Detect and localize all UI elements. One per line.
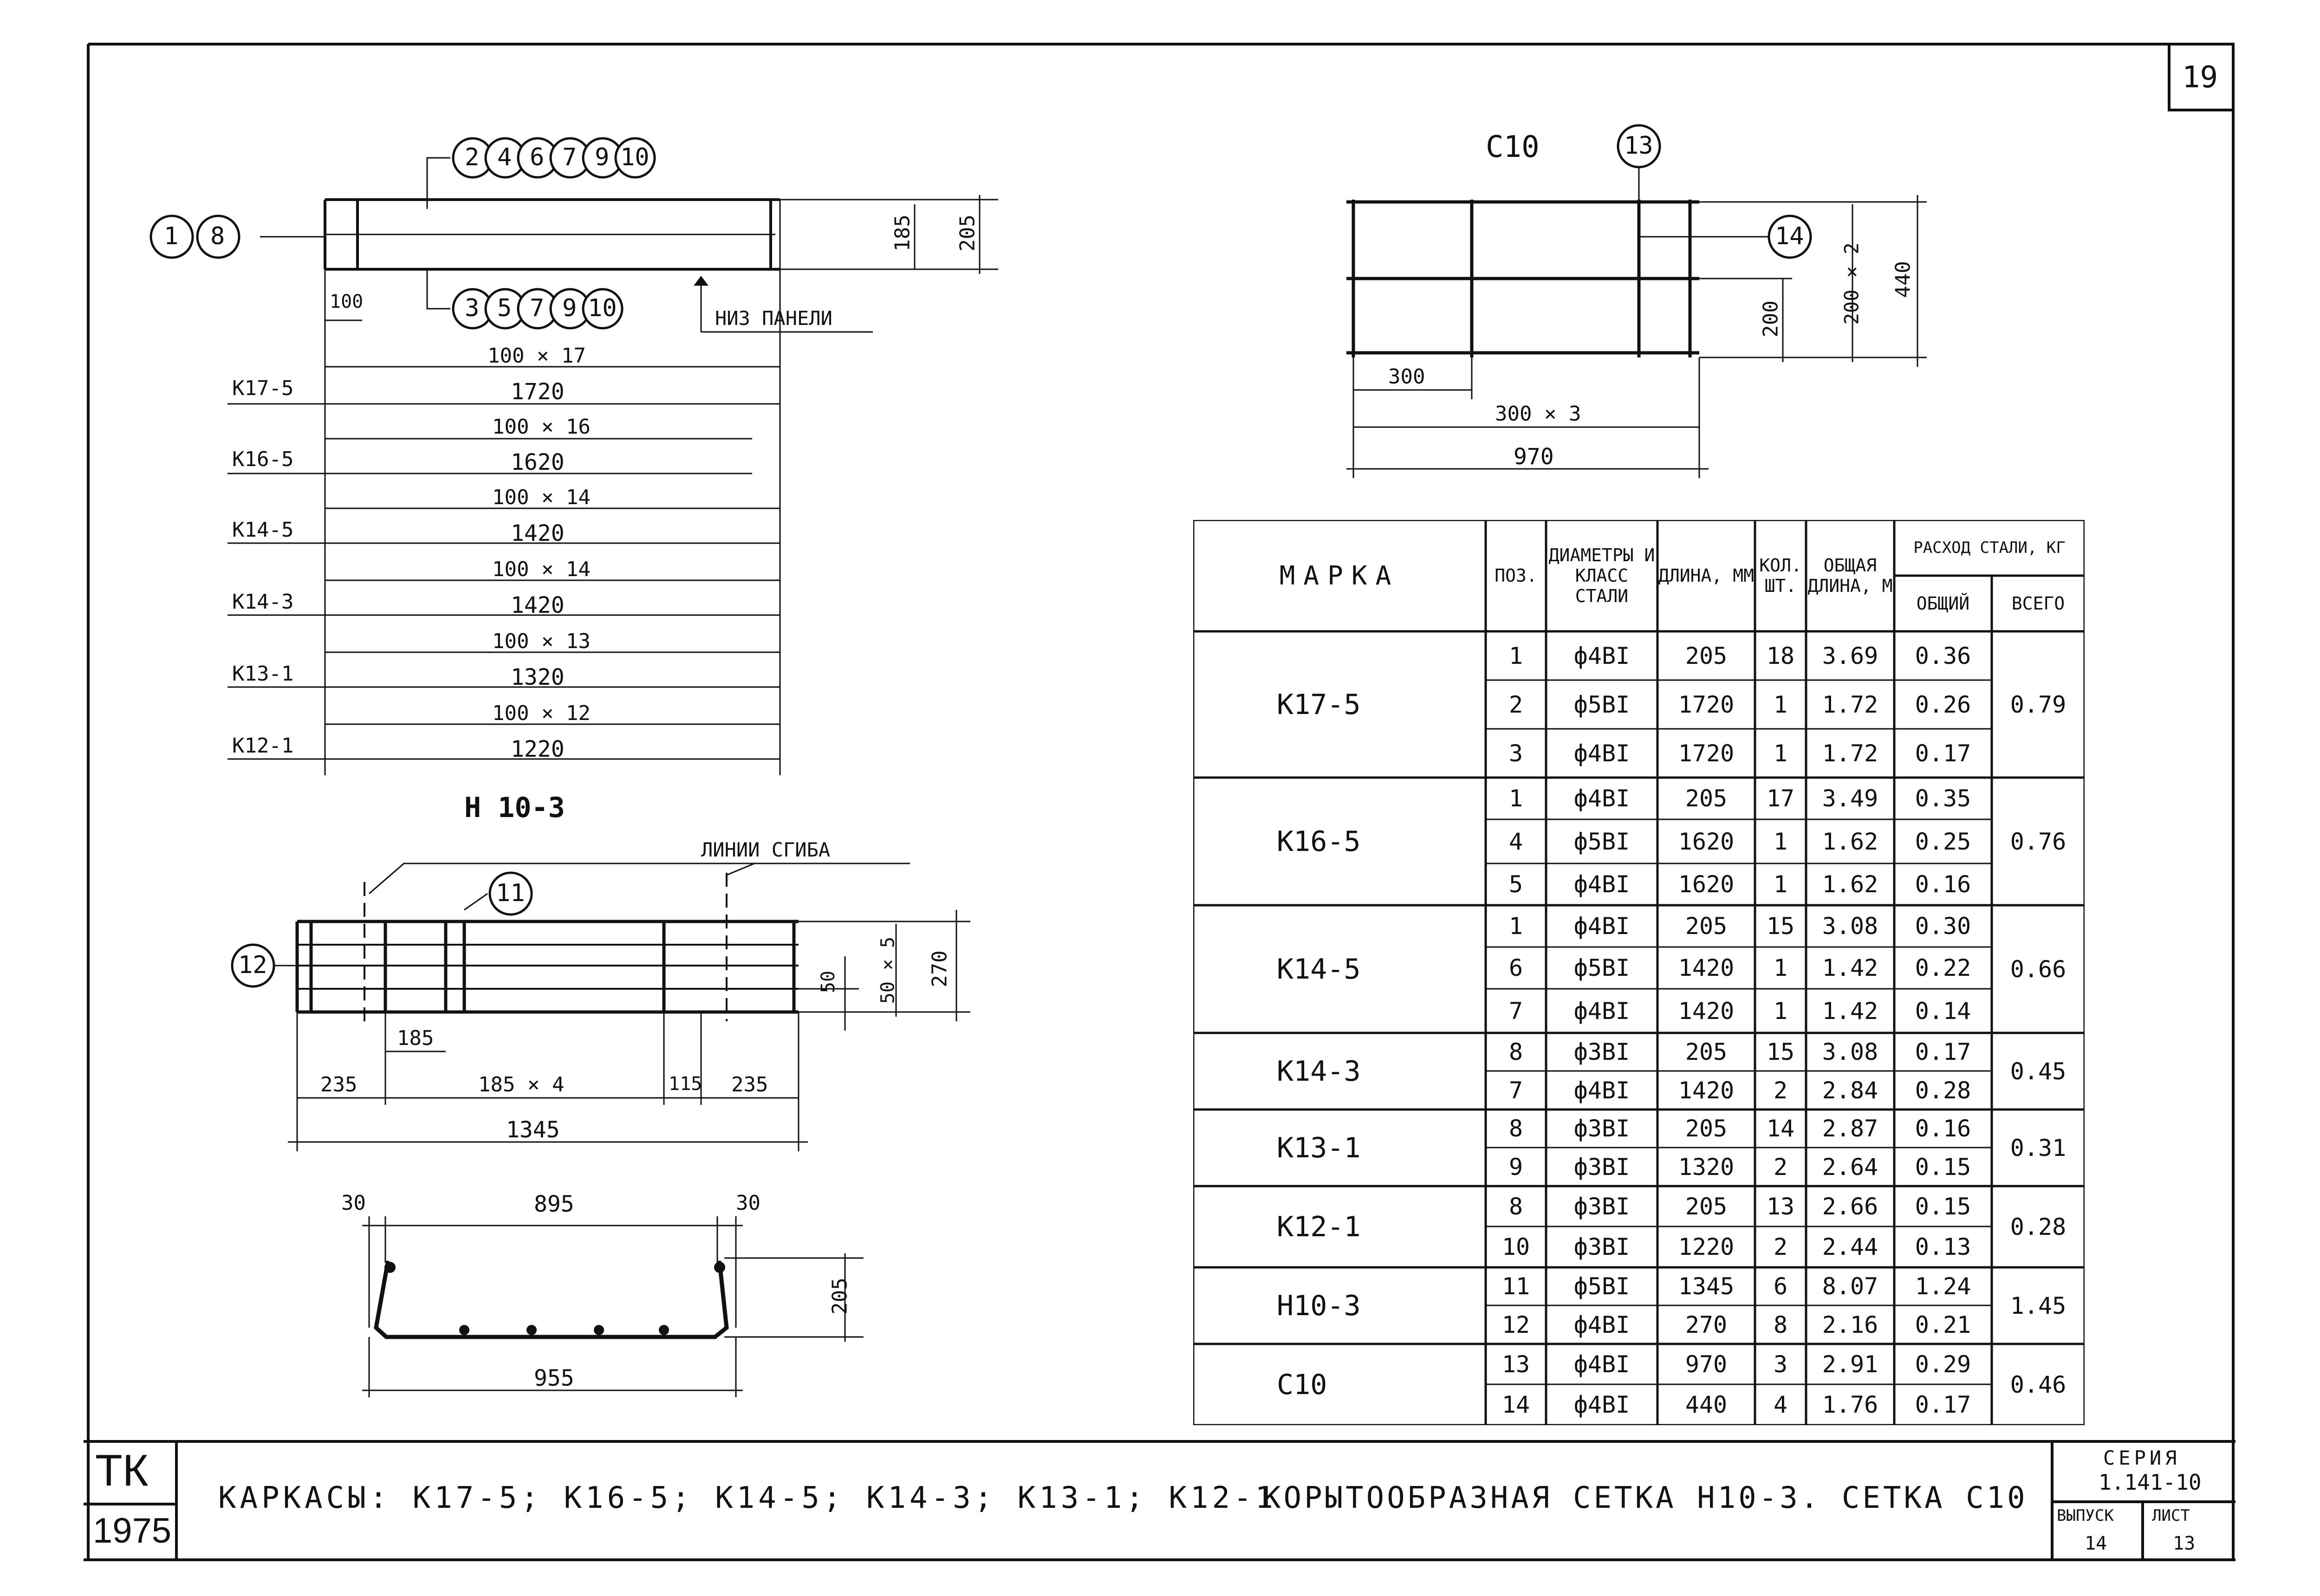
row-mass: 0.22: [1915, 954, 1971, 981]
row-pos: 7: [1508, 1077, 1523, 1104]
header-all: ВСЕГО: [2011, 593, 2065, 614]
group-total: 0.76: [2010, 828, 2067, 855]
group-total: 0.66: [2010, 955, 2067, 983]
row-pos: 8: [1508, 1193, 1523, 1220]
dim-label: 440: [1891, 261, 1915, 298]
row-diam: ф4ВI: [1573, 997, 1630, 1025]
row-pos: 8: [1508, 1115, 1523, 1142]
row-qty: 17: [1766, 785, 1795, 812]
row-pos: 6: [1508, 954, 1523, 981]
k-spacing: 100 × 12: [492, 701, 591, 725]
row-mass: 0.17: [1915, 740, 1971, 767]
row-len: 970: [1685, 1350, 1728, 1378]
k-spacing: 100 × 17: [487, 344, 586, 368]
group-mark: К16-5: [1277, 825, 1361, 858]
row-tlen: 2.91: [1822, 1350, 1878, 1378]
k-total: 1420: [511, 592, 565, 618]
row-tlen: 1.62: [1822, 871, 1878, 898]
row-tlen: 2.87: [1822, 1115, 1878, 1142]
k-total: 1720: [511, 379, 565, 405]
row-tlen: 1.42: [1822, 954, 1878, 981]
header-count: КОЛ. ШТ.: [1759, 555, 1802, 596]
row-mass: 0.36: [1915, 642, 1971, 669]
position-label: 9: [595, 143, 610, 171]
dim-label: 200: [1759, 300, 1783, 337]
row-qty: 14: [1766, 1115, 1795, 1142]
row-len: 1720: [1678, 740, 1735, 767]
header-steel: РАСХОД СТАЛИ, КГ: [1913, 538, 2066, 557]
row-diam: ф4ВI: [1573, 642, 1630, 669]
dim-label: 200 × 2: [1840, 242, 1863, 325]
row-diam: ф3ВI: [1573, 1193, 1630, 1220]
position-label: 4: [497, 143, 512, 171]
position-label: 3: [465, 294, 480, 322]
dim-label: 50: [818, 970, 839, 993]
row-mass: 0.13: [1915, 1233, 1971, 1260]
row-mass: 0.17: [1915, 1038, 1971, 1065]
title-left: КАРКАСЫ: К17-5; К16-5; К14-5; К14-3; К13-1; К12-1: [218, 1481, 1277, 1515]
row-pos: 1: [1508, 913, 1523, 940]
group-mark: К17-5: [1277, 688, 1361, 721]
row-len: 1320: [1678, 1153, 1735, 1181]
row-qty: 2: [1773, 1077, 1788, 1104]
k-spacing: 100 × 14: [492, 558, 591, 581]
group-total: 0.28: [2010, 1213, 2067, 1240]
row-pos: 13: [1501, 1350, 1530, 1378]
row-diam: ф5ВI: [1573, 828, 1630, 855]
row-tlen: 1.62: [1822, 828, 1878, 855]
row-diam: ф4ВI: [1573, 913, 1630, 940]
issue-value: 14: [2085, 1533, 2107, 1554]
row-qty: 4: [1773, 1391, 1788, 1418]
row-len: 205: [1685, 1193, 1728, 1220]
row-pos: 10: [1501, 1233, 1530, 1260]
row-mass: 0.29: [1915, 1350, 1971, 1378]
row-qty: 1: [1773, 740, 1788, 767]
row-len: 270: [1685, 1311, 1728, 1338]
position-label: 1: [164, 222, 179, 250]
row-tlen: 1.72: [1822, 740, 1878, 767]
row-len: 205: [1685, 913, 1728, 940]
bend-lines-label: ЛИНИИ СГИБА: [701, 838, 831, 861]
group-mark: Н10-3: [1277, 1289, 1361, 1322]
dim-label: 955: [534, 1365, 574, 1391]
dim-label: 205: [955, 214, 980, 252]
row-len: 205: [1685, 642, 1728, 669]
dim-label: 970: [1514, 444, 1554, 470]
position-label: 7: [530, 294, 545, 322]
k-spacing: 100 × 14: [492, 486, 591, 509]
row-qty: 1: [1773, 691, 1788, 718]
series-label: СЕРИЯ: [2103, 1447, 2181, 1469]
position-label: 6: [530, 143, 545, 171]
row-qty: 1: [1773, 997, 1788, 1025]
row-len: 1345: [1678, 1273, 1735, 1300]
row-pos: 9: [1508, 1153, 1523, 1181]
header-total-length: ОБЩАЯ ДЛИНА, М: [1807, 555, 1893, 596]
row-len: 1420: [1678, 997, 1735, 1025]
steel-spec-table: [1193, 520, 2085, 1425]
row-diam: ф4ВI: [1573, 785, 1630, 812]
group-mark: К13-1: [1277, 1131, 1361, 1164]
header-general: ОБЩИЙ: [1916, 593, 1970, 614]
row-tlen: 2.66: [1822, 1193, 1878, 1220]
position-label: 12: [238, 951, 267, 979]
row-pos: 14: [1501, 1391, 1530, 1418]
group-total: 0.79: [2010, 691, 2067, 718]
row-pos: 12: [1501, 1311, 1530, 1338]
dim-label: 30: [341, 1191, 366, 1215]
row-tlen: 2.64: [1822, 1153, 1878, 1181]
row-diam: ф4ВI: [1573, 1311, 1630, 1338]
row-diam: ф5ВI: [1573, 954, 1630, 981]
row-mass: 0.15: [1915, 1153, 1971, 1181]
row-diam: ф4ВI: [1573, 1350, 1630, 1378]
row-mass: 1.24: [1915, 1273, 1971, 1300]
position-label: 2: [465, 143, 480, 171]
position-label: 7: [562, 143, 577, 171]
row-qty: 1: [1773, 828, 1788, 855]
k-mark: К14-3: [232, 590, 294, 614]
row-qty: 3: [1773, 1350, 1788, 1378]
row-tlen: 3.69: [1822, 642, 1878, 669]
issue-label: ВЫПУСК: [2057, 1506, 2114, 1525]
row-diam: ф3ВI: [1573, 1115, 1630, 1142]
group-total: 0.31: [2010, 1134, 2067, 1161]
header-diam: ДИАМЕТРЫ И КЛАСС СТАЛИ: [1548, 545, 1655, 606]
row-pos: 8: [1508, 1038, 1523, 1065]
k-total: 1420: [511, 520, 565, 546]
group-mark: К14-3: [1277, 1055, 1361, 1088]
dim-label: 115: [669, 1073, 702, 1095]
k-total: 1320: [511, 664, 565, 690]
row-mass: 0.17: [1915, 1391, 1971, 1418]
row-len: 1720: [1678, 691, 1735, 718]
row-len: 1620: [1678, 871, 1735, 898]
row-len: 205: [1685, 1038, 1728, 1065]
group-total: 0.46: [2010, 1371, 2067, 1398]
row-len: 1420: [1678, 1077, 1735, 1104]
row-pos: 3: [1508, 740, 1523, 767]
org-label: ТК: [95, 1446, 149, 1495]
group-mark: С10: [1277, 1368, 1327, 1401]
position-label: 5: [497, 294, 512, 322]
row-tlen: 3.08: [1822, 913, 1878, 940]
position-label: 8: [210, 222, 225, 250]
c10-title: С10: [1486, 130, 1540, 164]
row-qty: 13: [1766, 1193, 1795, 1220]
row-len: 1220: [1678, 1233, 1735, 1260]
k-total: 1220: [511, 736, 565, 762]
row-tlen: 2.44: [1822, 1233, 1878, 1260]
row-diam: ф5ВI: [1573, 1273, 1630, 1300]
row-mass: 0.26: [1915, 691, 1971, 718]
k-mark: К17-5: [232, 376, 294, 400]
row-qty: 6: [1773, 1273, 1788, 1300]
row-qty: 8: [1773, 1311, 1788, 1338]
position-label: 9: [562, 294, 577, 322]
dim-label: 185 × 4: [478, 1073, 565, 1096]
row-diam: ф4ВI: [1573, 1077, 1630, 1104]
dim-label: 205: [828, 1278, 852, 1315]
row-tlen: 8.07: [1822, 1273, 1878, 1300]
group-mark: К12-1: [1277, 1210, 1361, 1243]
sheet-label: ЛИСТ: [2152, 1506, 2190, 1525]
row-tlen: 2.84: [1822, 1077, 1878, 1104]
row-mass: 0.16: [1915, 1115, 1971, 1142]
position-label: 10: [588, 294, 617, 322]
row-qty: 18: [1766, 642, 1795, 669]
row-diam: ф3ВI: [1573, 1038, 1630, 1065]
position-label: 11: [496, 879, 525, 907]
row-tlen: 3.08: [1822, 1038, 1878, 1065]
row-qty: 1: [1773, 954, 1788, 981]
position-label: 14: [1775, 222, 1804, 250]
header-pos: ПОЗ.: [1495, 565, 1537, 586]
row-mass: 0.28: [1915, 1077, 1971, 1104]
k-mark: К16-5: [232, 448, 294, 471]
row-tlen: 1.42: [1822, 997, 1878, 1025]
title-right: КОРЫТООБРАЗНАЯ СЕТКА Н10-3. СЕТКА С10: [1263, 1481, 2028, 1515]
dim-label: 185: [397, 1026, 434, 1050]
k-mark: К12-1: [232, 734, 294, 758]
row-tlen: 1.72: [1822, 691, 1878, 718]
k-spacing: 100 × 16: [492, 415, 591, 439]
series-value: 1.141-10: [2099, 1470, 2202, 1495]
row-diam: ф3ВI: [1573, 1153, 1630, 1181]
row-tlen: 2.16: [1822, 1311, 1878, 1338]
dim-label: 100: [330, 291, 364, 312]
dim-label: 235: [731, 1073, 768, 1096]
row-len: 205: [1685, 785, 1728, 812]
sheet-number: 19: [2182, 60, 2218, 95]
row-pos: 11: [1501, 1273, 1530, 1300]
row-qty: 2: [1773, 1233, 1788, 1260]
row-pos: 2: [1508, 691, 1523, 718]
sheet-value: 13: [2173, 1533, 2196, 1554]
row-len: 1620: [1678, 828, 1735, 855]
group-total: 0.45: [2010, 1058, 2067, 1085]
row-tlen: 1.76: [1822, 1391, 1878, 1418]
row-mass: 0.14: [1915, 997, 1971, 1025]
row-pos: 5: [1508, 871, 1523, 898]
k-total: 1620: [511, 449, 565, 475]
row-pos: 1: [1508, 785, 1523, 812]
row-mass: 0.25: [1915, 828, 1971, 855]
dim-label: 270: [928, 950, 952, 987]
row-len: 440: [1685, 1391, 1728, 1418]
row-diam: ф4ВI: [1573, 1391, 1630, 1418]
dim-label: 185: [890, 214, 915, 252]
header-length: ДЛИНА, ММ: [1658, 565, 1754, 586]
row-qty: 1: [1773, 871, 1788, 898]
n10-3-title: Н 10-3: [464, 792, 565, 824]
row-qty: 15: [1766, 913, 1795, 940]
row-mass: 0.15: [1915, 1193, 1971, 1220]
dim-label: 50 × 5: [877, 936, 899, 1004]
row-mass: 0.35: [1915, 785, 1971, 812]
year-label: 1975: [93, 1511, 172, 1551]
dim-label: 30: [736, 1191, 760, 1215]
row-qty: 2: [1773, 1153, 1788, 1181]
row-pos: 1: [1508, 642, 1523, 669]
row-mass: 0.21: [1915, 1311, 1971, 1338]
k-mark: К13-1: [232, 662, 294, 686]
row-len: 1420: [1678, 954, 1735, 981]
row-diam: ф5ВI: [1573, 691, 1630, 718]
row-len: 205: [1685, 1115, 1728, 1142]
row-pos: 4: [1508, 828, 1523, 855]
k-spacing: 100 × 13: [492, 629, 591, 653]
dim-label: 895: [534, 1191, 574, 1217]
group-mark: К14-5: [1277, 953, 1361, 986]
row-pos: 7: [1508, 997, 1523, 1025]
row-diam: ф3ВI: [1573, 1233, 1630, 1260]
position-label: 10: [620, 143, 650, 171]
header-mark: МАРКА: [1279, 560, 1400, 591]
k-mark: К14-5: [232, 518, 294, 542]
niz-paneli-label: НИЗ ПАНЕЛИ: [715, 307, 832, 330]
position-label: 13: [1624, 132, 1653, 160]
dim-label: 1345: [506, 1117, 560, 1143]
row-diam: ф4ВI: [1573, 740, 1630, 767]
group-total: 1.45: [2010, 1292, 2067, 1319]
dim-label: 300: [1388, 365, 1425, 389]
dim-label: 235: [320, 1073, 357, 1096]
row-tlen: 3.49: [1822, 785, 1878, 812]
row-diam: ф4ВI: [1573, 871, 1630, 898]
row-qty: 15: [1766, 1038, 1795, 1065]
row-mass: 0.30: [1915, 913, 1971, 940]
row-mass: 0.16: [1915, 871, 1971, 898]
dim-label: 300 × 3: [1495, 402, 1581, 426]
